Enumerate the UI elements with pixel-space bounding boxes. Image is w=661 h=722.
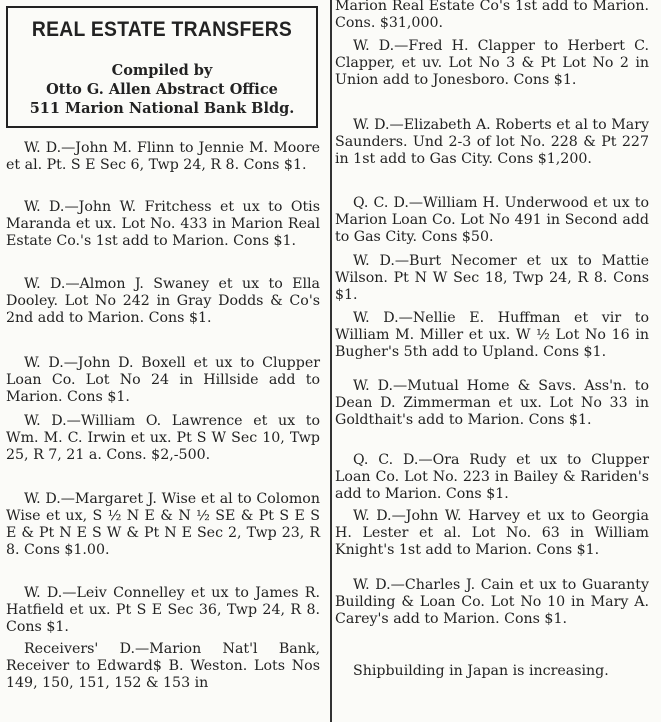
transfer-entry: Q. C. D.—William H. Underwood et ux to Marion Loan Co. Lot No 491 in Second add to Gas City. Cons $50.	[335, 195, 649, 246]
transfer-entry: W. D.—Almon J. Swaney et ux to Ella Dooley. Lot No 242 in Gray Dodds & Co's 2nd add to Marion. Cons $1.	[6, 276, 320, 327]
transfer-entry: Q. C. D.—Ora Rudy et ux to Clupper Loan Co. Lot No. 223 in Bailey & Rariden's add to Marion. Cons $1.	[335, 452, 649, 503]
transfer-entry: W. D.—John W. Harvey et ux to Georgia H. Lester et al. Lot No. 63 in William Knight's 1st add to Marion. Cons $1.	[335, 508, 649, 559]
transfer-entry: W. D.—John M. Flinn to Jennie M. Moore et al. Pt. S E Sec 6, Twp 24, R 8. Cons $1.	[6, 140, 320, 174]
transfer-entry-continued: Marion Real Estate Co's 1st add to Marion. Cons. $31,000.	[335, 0, 649, 32]
transfer-entry: Receivers' D.—Marion Nat'l Bank, Receiver to Edward$ B. Weston. Lots Nos 149, 150, 151, 152 & 153 in	[6, 641, 320, 692]
header-compiled-by: Compiled by	[111, 62, 213, 79]
header-office: Otto G. Allen Abstract Office	[46, 81, 278, 98]
transfer-entry: W. D.—John D. Boxell et ux to Clupper Loan Co. Lot No 24 in Hillside add to Marion. Cons $1.	[6, 355, 320, 406]
transfer-entry: W. D.—Burt Necomer et ux to Mattie Wilson. Pt N W Sec 18, Twp 24, R 8. Cons $1.	[335, 253, 649, 304]
column-rule	[330, 0, 332, 722]
header-address: 511 Marion National Bank Bldg.	[29, 100, 295, 117]
news-item: Shipbuilding in Japan is increasing.	[353, 663, 609, 679]
header-box	[6, 6, 318, 128]
transfer-entry: W. D.—Charles J. Cain et ux to Guaranty Building & Loan Co. Lot No 10 in Mary A. Carey's add to Marion. Cons $1.	[335, 577, 649, 628]
header-title: REAL ESTATE TRANSFERS	[31, 18, 293, 41]
transfer-entry: W. D.—Margaret J. Wise et al to Colomon Wise et ux, S ½ N E & N ½ SE & Pt S E S E & Pt N E S W & Pt N E Sec 2, Twp 23, R 8. Cons $1.00.	[6, 491, 320, 559]
transfer-entry: W. D.—Elizabeth A. Roberts et al to Mary Saunders. Und 2-3 of lot No. 228 & Pt 227 in 1st add to Gas City. Cons $1,200.	[335, 117, 649, 168]
transfer-entry: W. D.—Nellie E. Huffman et vir to William M. Miller et ux. W ½ Lot No 16 in Bugher's 5th add to Upland. Cons $1.	[335, 310, 649, 361]
transfer-entry: W. D.—Fred H. Clapper to Herbert C. Clapper, et uv. Lot No 3 & Pt Lot No 2 in Union add to Jonesboro. Cons $1.	[335, 38, 649, 89]
transfer-entry: W. D.—Mutual Home & Savs. Ass'n. to Dean D. Zimmerman et ux. Lot No 33 in Goldthait's add to Marion. Cons $1.	[335, 378, 649, 429]
transfer-entry: W. D.—Leiv Connelley et ux to James R. Hatfield et ux. Pt S E Sec 36, Twp 24, R 8. Cons $1.	[6, 585, 320, 636]
transfer-entry: W. D.—William O. Lawrence et ux to Wm. M. C. Irwin et ux. Pt S W Sec 10, Twp 25, R 7, 21 a. Cons. $2,-500.	[6, 413, 320, 464]
transfer-entry: W. D.—John W. Fritchess et ux to Otis Maranda et ux. Lot No. 433 in Marion Real Estate Co.'s 1st add to Marion. Cons $1.	[6, 199, 320, 250]
